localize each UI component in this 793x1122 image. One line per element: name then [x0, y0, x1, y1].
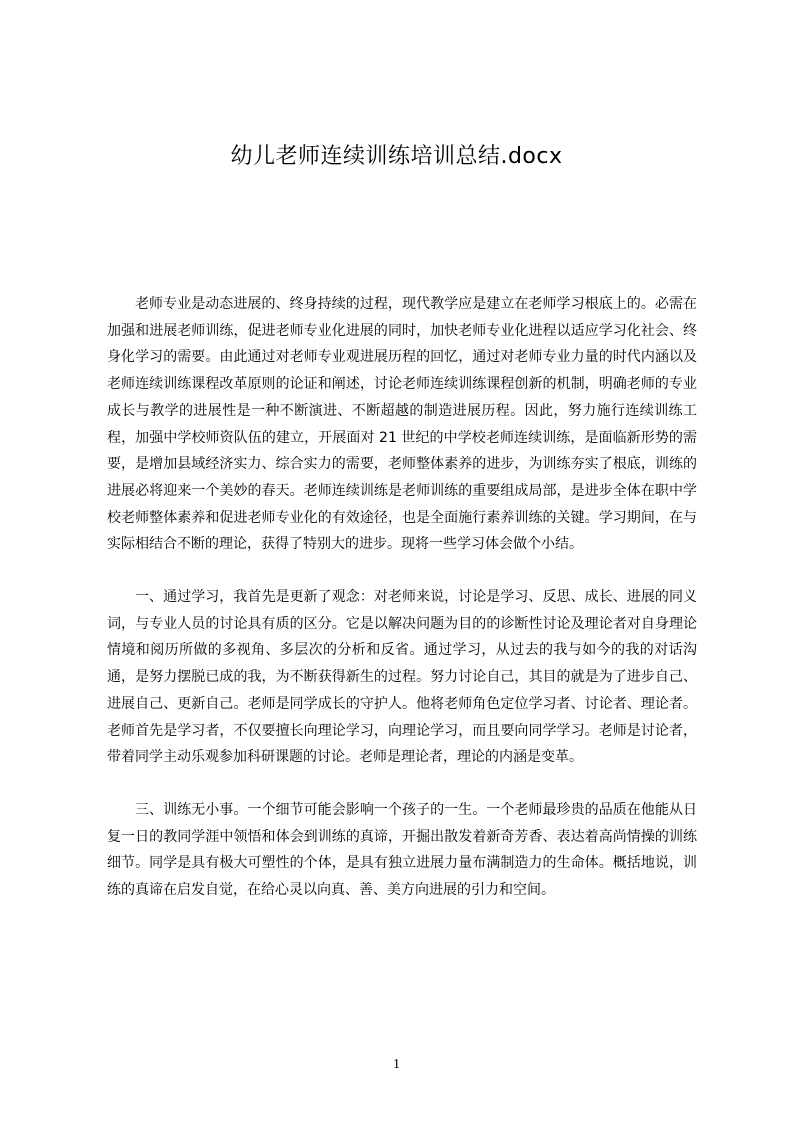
paragraph-intro: 老师专业是动态进展的、终身持续的过程，现代教学应是建立在老师学习根底上的。必需在加强和进展老师训练，促进老师专业化进展的同时，加快老师专业化进程以适应学习化社会、终身化学习的需要。由此通过对老师专业观进展历程的回忆，通过对老师专业力量的时代内涵以及老师连续训练课程改革原则的论证和阐述，讨论老师连续训练课程创新的机制，明确老师的专业成长与教学的进展性是一种不断演进、不断超越的制造进展历程。因此，努力施行连续训练工程，加强中学校师资队伍的建立，开展面对 21 世纪的中学校老师连续训练，是面临新形势的需要，是增加县域经济实力、综合实力的需要，老师整体素养的进步，为训练夯实了根底，训练的进展必将迎来一个美妙的春天。老师连续训练是老师训练的重要组成局部，是进步全体在职中学校老师整体素养和促进老师专业化的有效途径，也是全面施行素养训练的关键。学习期间，在与实际相结合不断的理论，获得了特别大的进步。现将一些学习体会做个小结。	[107, 296, 697, 553]
paragraph-section-three: 三、训练无小事。一个细节可能会影响一个孩子的一生。一个老师最珍贵的品质在他能从日复一日的教同学涯中领悟和体会到训练的真谛，开掘出散发着新奇芳香、表达着高尚情操的训练细节。同学是具有极大可塑性的个体，是具有独立进展力量布满制造力的生命体。概括地说，训练的真谛在启发自觉，在给心灵以向真、善、美方向进展的引力和空间。	[107, 801, 697, 899]
document-body	[107, 291, 697, 1011]
paragraph-section-one: 一、通过学习，我首先是更新了观念：对老师来说，讨论是学习、反思、成长、进展的同义词，与专业人员的讨论具有质的区分。它是以解决问题为目的的诊断性讨论及理论者对自身理论情境和阅历所做的多视角、多层次的分析和反省。通过学习，从过去的我与如今的我的对话沟通，是努力摆脱已成的我，为不断获得新生的过程。努力讨论自己，其目的就是为了进步自己、进展自己、更新自己。老师是同学成长的守护人。他将老师角色定位学习者、讨论者、理论者。老师首先是学习者，不仅要擅长向理论学习，向理论学习，而且要向同学学习。老师是讨论者，带着同学主动乐观参加科研课题的讨论。老师是理论者，理论的内涵是变革。	[107, 589, 697, 766]
page-number: 1	[393, 1057, 400, 1072]
document-title: 幼儿老师连续训练培训总结.docx	[230, 144, 563, 169]
